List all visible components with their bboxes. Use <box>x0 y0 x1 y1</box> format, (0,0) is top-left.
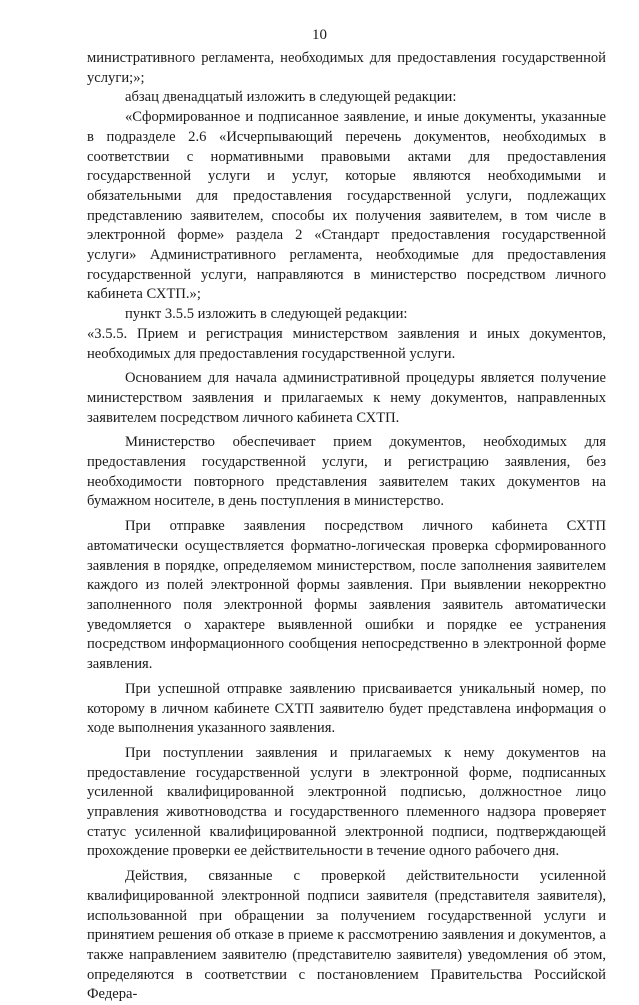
paragraph-signature-check: При поступлении заявления и прилагаемых к нему документов на предоставление государственной услуги в электронной форме, подписанных усиленной квалифицированной электронной подписью, должностное лицо управления животноводства и государственного племенного надзора проверяет статус усиленной квалифицированной электронной подписи, подтверждающей прохождение проверки ее действительности в течение одного рабочего дня. <box>87 744 606 860</box>
paragraph-basis: Основанием для начала административной процедуры является получение министерством заявления и прилагаемых к нему документов, направленных заявителем посредством личного кабинета СХТП. <box>87 370 606 426</box>
paragraph-unique-number: При успешной отправке заявлению присваивается уникальный номер, по которому в личном кабинете СХТП заявителю будет представлена информация о ходе выполнения указанного заявления. <box>87 680 606 737</box>
paragraph-amendment-instruction-1: абзац двенадцатый изложить в следующей редакции: <box>125 89 457 106</box>
paragraph-ministry-acceptance: Министерство обеспечивает прием документов, необходимых для предоставления государственной услуги, и регистрацию заявления, без необходимости повторного представления заявителем таких документов на бумажном носителе, в день поступления в министерство. <box>87 434 606 510</box>
paragraph-actions: Действия, связанные с проверкой действительности усиленной квалифицированной электронной подписи заявителя (представителя заявителя), использованной при обращении за получением государственной услуги и принятием решения об отказе в приеме к рассмотрению заявления и документов, а также направлением заявителю (представителю заявителя) уведомления об этом, определяются в соответствии с постановлением Правительства Российской Федера- <box>87 868 606 1003</box>
paragraph-amendment-text-1: «Сформированное и подписанное заявление, и иные документы, указанные в подразделе 2.6 «Исчерпывающий перечень документов, необходимых в соответствии с нормативными правовыми актами для предоставления государственной услуги и услуг, которые являются необходимыми и обязательными для предоставления государственной услуги, подлежащих представлению заявителем, способы их получения заявителем, в том числе в электронной форме» раздела 2 «Стандарт предоставления государственной услуги» Административного регламента, необходимые для предоставления государственной услуги, направляются в министерство посредством личного кабинета СХТП.»; <box>87 109 606 303</box>
paragraph-continuation: министративного регламента, необходимых для предоставления государственной услуги;»; <box>87 50 606 86</box>
document-body <box>87 49 606 1005</box>
page-number: 10 <box>312 27 327 43</box>
paragraph-amendment-instruction-2: пункт 3.5.5 изложить в следующей редакции: <box>125 306 408 323</box>
paragraph-clause-3-5-5: «3.5.5. Прием и регистрация министерством заявления и иных документов, необходимых для предоставления государственной услуги. <box>87 325 606 362</box>
paragraph-format-check: При отправке заявления посредством личного кабинета СХТП автоматически осуществляется форматно-логическая проверка сформированного заявления в порядке, определяемом министерством, после заполнения заявителем каждого из полей электронной формы заявления. При выявлении некорректно заполненного поля электронной формы заявления заявитель автоматически уведомляется о характере выявленной ошибки и порядке ее устранения посредством информационного сообщения непосредственно в электронной форме заявления. <box>87 518 606 673</box>
